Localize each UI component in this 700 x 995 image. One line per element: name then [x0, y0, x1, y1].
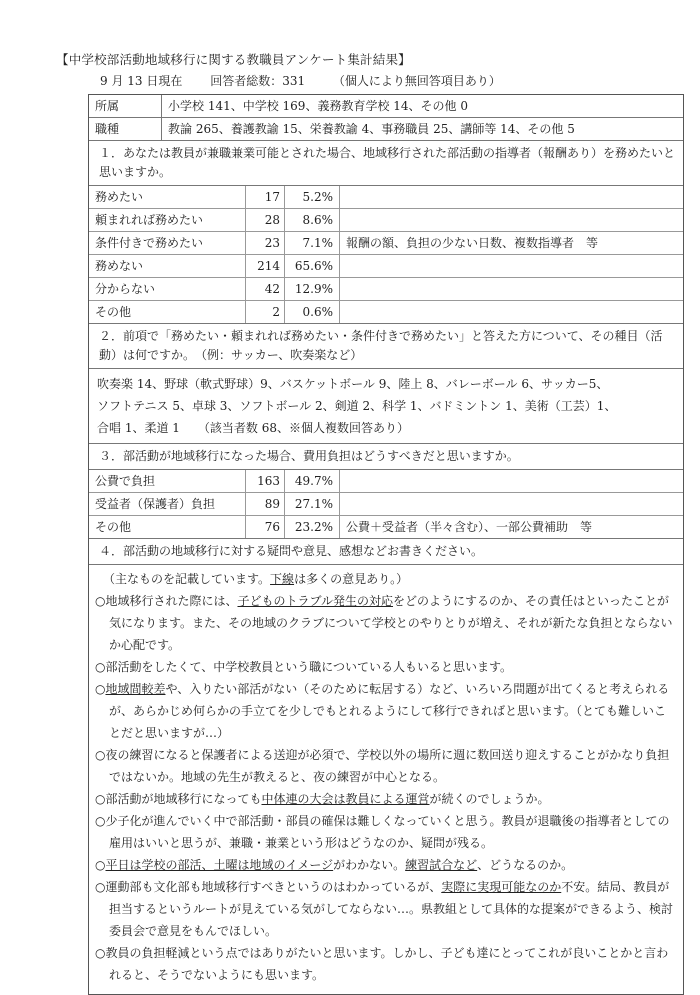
- intro-underline: 下線: [270, 572, 295, 586]
- q1-option-row: [89, 232, 683, 255]
- option-label: 条件付きで務めたい: [89, 232, 246, 254]
- comment-underline: 実際に実現可能なのか: [441, 880, 562, 894]
- intro-text: は多くの意見あり。）: [294, 572, 409, 586]
- question-2: ２．前項で「務めたい・頼まれれば務めたい・条件付きで務めたい」と答えた方について、その種目（活動）は何ですか。 （例：サッカー、吹奏楽など）: [89, 324, 683, 369]
- q1-option-row: [89, 278, 683, 301]
- question-3: ３．部活動が地域移行になった場合、費用負担はどうすべきだと思いますか。: [89, 444, 683, 470]
- q1-option-row: [89, 301, 683, 324]
- info-row-job-type: [89, 118, 683, 141]
- option-count: 89: [246, 493, 285, 515]
- comment-item: [95, 854, 677, 876]
- option-count: 163: [246, 470, 285, 492]
- respondent-total: 回答者総数：331: [210, 74, 306, 88]
- option-note: 報酬の額、負担の少ない日数、複数指導者 等: [346, 236, 599, 250]
- q4-comments: [89, 565, 683, 994]
- comment-text: 不安。結局、教員が担当するというルートが見えている気がしてならない…。県教組として具体的な提案ができるよう、検討委員会で意見をもんでほしい。: [109, 880, 674, 938]
- option-label: 分からない: [89, 278, 246, 300]
- option-note: [340, 255, 683, 277]
- option-label: その他: [89, 301, 246, 323]
- q3-option-row: [89, 493, 683, 516]
- comment-item: ○夜の練習になると保護者による送迎が必須で、学校以外の場所に週に数回送り迎えすることがかなり負担ではないか。地域の先生が教えると、夜の練習が中心となる。: [95, 748, 670, 784]
- option-count: 76: [246, 516, 285, 538]
- option-percent: 5.2%: [285, 186, 340, 208]
- option-percent: 12.9%: [285, 278, 340, 300]
- q3-option-row: [89, 516, 683, 539]
- comment-text: ○運動部も文化部も地域移行すべきというのはわかっているが、: [95, 880, 442, 894]
- option-count: 23: [246, 232, 285, 254]
- option-count: 17: [246, 186, 285, 208]
- comment-item: ○教員の負担軽減という点ではありがたいと思います。しかし、子ども達にとってこれが良いことかと言われると、そうでないようにも思います。: [95, 946, 669, 982]
- option-percent: 23.2%: [285, 516, 340, 538]
- option-count: 214: [246, 255, 285, 277]
- q1-option-row: [89, 255, 683, 278]
- option-percent: 49.7%: [285, 470, 340, 492]
- comment-text: をどのようにするのか、その責任はといったことが気になります。また、その地域のクラブについて学校とのやりとりが増え、それが新たな負担とならないか心配です。: [109, 594, 673, 652]
- option-note: [340, 470, 683, 492]
- q2-answer-line: 吹奏楽 14、野球（軟式野球）9、バスケットボール 9、陸上 8、バレーボール 6、サッカー5、: [97, 377, 609, 391]
- q2-answer: [89, 369, 683, 444]
- comment-item: [95, 678, 677, 744]
- option-label: 公費で負担: [89, 470, 246, 492]
- comment-underline: 中体連の大会は教員による運営: [261, 792, 430, 806]
- comment-text: ○地域移行された際には、: [95, 594, 238, 608]
- comments-intro: [95, 568, 677, 590]
- option-count: 2: [246, 301, 285, 323]
- option-percent: 0.6%: [285, 301, 340, 323]
- comment-underline: 子どものトラブル発生の対応: [237, 594, 394, 608]
- option-label: 務めたい: [89, 186, 246, 208]
- survey-note: （個人により無回答項目あり）: [332, 74, 501, 88]
- comment-item: ○部活動をしたくて、中学校教員という職についている人もいると思います。: [95, 660, 513, 674]
- info-value: 教論 265、養護教諭 15、栄養教諭 4、事務職員 25、講師等 14、その他 5: [168, 122, 575, 136]
- q2-answer-line: ソフトテニス 5、卓球 3、ソフトボール 2、剣道 2、科学 1、バドミントン 1、美術（工芸）1、: [97, 399, 617, 413]
- comment-text: が続くのでしょうか。: [429, 792, 550, 806]
- info-value: 小学校 141、中学校 169、義務教育学校 14、その他 0: [168, 99, 468, 113]
- comment-text: がわかない。: [333, 858, 406, 872]
- info-label: 職種: [89, 118, 162, 140]
- comment-underline: 練習試合など: [405, 858, 478, 872]
- comment-item: [95, 590, 677, 656]
- document-title: 【中学校部活動地域移行に関する教職員アンケート集計結果】: [56, 52, 411, 67]
- option-label: 頼まれれば務めたい: [89, 209, 246, 231]
- comment-underline: 平日は学校の部活、土曜は地域のイメージ: [105, 858, 334, 872]
- option-count: 42: [246, 278, 285, 300]
- option-label: その他: [89, 516, 246, 538]
- q1-option-row: [89, 186, 683, 209]
- question-1: １．あなたは教員が兼職兼業可能とされた場合、地域移行された部活動の指導者（報酬あり）を務めたいと思いますか。: [89, 141, 683, 186]
- q2-answer-line: 合唱 1、柔道 1 （該当者数 68、※個人複数回答あり）: [97, 421, 409, 435]
- comment-text: や、入りたい部活がない（そのために転居する）など、いろいろ問題が出てくると考えられるが、あらかじめ何らかの手立てを少しでもとれるようにして移行できればと思います。（とても難しいことだと思いますが…）: [109, 682, 670, 740]
- option-note: [340, 301, 683, 323]
- question-4: ４．部活動の地域移行に対する疑問や意見、感想などお書きください。: [89, 539, 683, 565]
- comment-item: [95, 788, 677, 810]
- survey-meta: [100, 72, 525, 89]
- option-percent: 8.6%: [285, 209, 340, 231]
- option-percent: 27.1%: [285, 493, 340, 515]
- option-label: 受益者（保護者）負担: [89, 493, 246, 515]
- option-label: 務めない: [89, 255, 246, 277]
- info-row-affiliation: [89, 95, 683, 118]
- option-percent: 65.6%: [285, 255, 340, 277]
- comment-item: ○少子化が進んでいく中で部活動・部員の確保は難しくなっていくと思う。教員が退職後の指導者としての雇用はいいと思うが、兼職・兼業という形はどうなのか、疑問が残る。: [95, 814, 670, 850]
- q3-option-row: [89, 470, 683, 493]
- info-label: 所属: [89, 95, 162, 117]
- option-note: [340, 186, 683, 208]
- option-count: 28: [246, 209, 285, 231]
- comment-underline: 地域間較差: [105, 682, 166, 696]
- option-note: [340, 493, 683, 515]
- option-note: 公費＋受益者（半々含む）、一部公費補助 等: [346, 520, 593, 534]
- comment-item: [95, 876, 677, 942]
- q1-option-row: [89, 209, 683, 232]
- option-percent: 7.1%: [285, 232, 340, 254]
- survey-date: 9 月 13 日現在: [100, 74, 183, 88]
- survey-table: [88, 94, 684, 995]
- option-note: [340, 278, 683, 300]
- comment-text: ○: [95, 682, 106, 696]
- intro-text: （主なものを記載しています。: [103, 572, 271, 586]
- option-note: [340, 209, 683, 231]
- comment-text: ○部活動が地域移行になっても: [95, 792, 262, 806]
- comment-text: ○: [95, 858, 106, 872]
- comment-text: 、どうなるのか。: [477, 858, 574, 872]
